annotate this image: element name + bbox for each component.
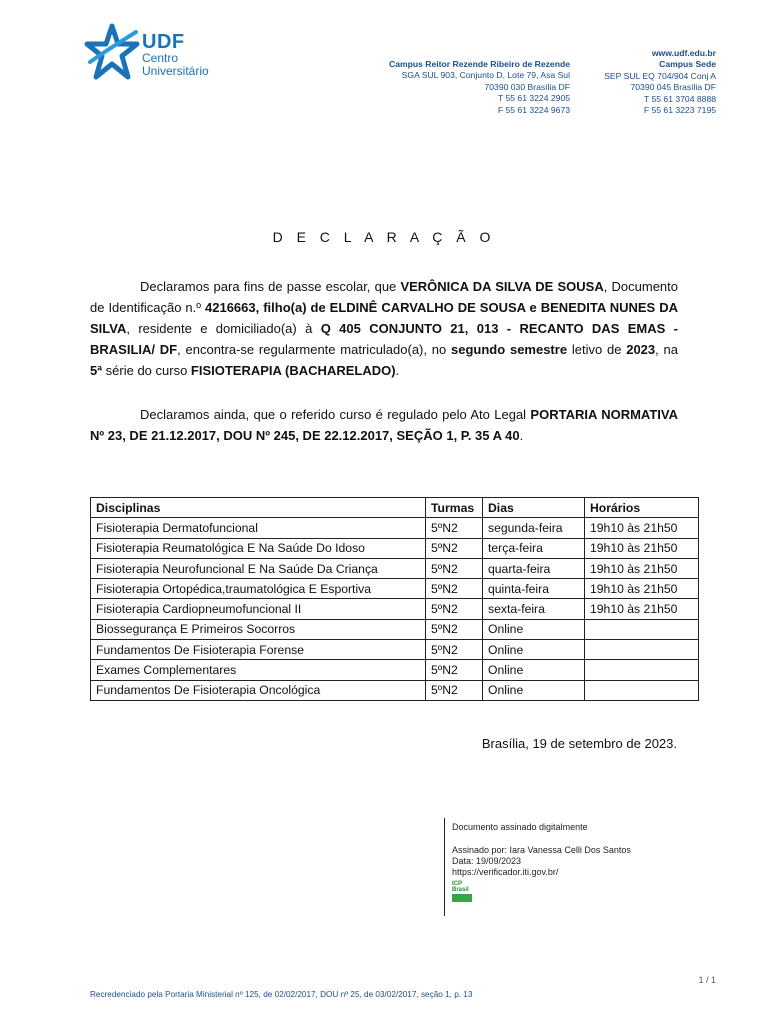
- star-logo-icon: [84, 22, 140, 84]
- cell-turma: 5ºN2: [426, 538, 483, 558]
- footer-accreditation: Recredenciado pela Portaria Ministerial nº 125, de 02/02/2017, DOU nº 25, de 03/02/2017, seção 1, p. 13: [90, 990, 473, 999]
- student-address: Q 405 CONJUNTO 21, 013 - RECANTO DAS EMAS - BRASILIA/ DF: [90, 321, 678, 357]
- digital-signature-block: [444, 818, 684, 916]
- cell-disciplina: Fisioterapia Dermatofuncional: [91, 518, 426, 538]
- cell-horario: [585, 619, 699, 639]
- table-row: [91, 579, 699, 599]
- cell-horario: 19h10 às 21h50: [585, 579, 699, 599]
- cell-horario: 19h10 às 21h50: [585, 518, 699, 538]
- campus2-line2: 70390 045 Brasília DF: [630, 82, 716, 93]
- campus2-address: [604, 48, 716, 116]
- signature-title: Documento assinado digitalmente: [452, 822, 588, 832]
- site-url[interactable]: www.udf.edu.br: [651, 48, 716, 58]
- cell-disciplina: Fisioterapia Reumatológica E Na Saúde Do Idoso: [91, 538, 426, 558]
- campus1-name: Campus Reitor Rezende Ribeiro de Rezende: [389, 59, 570, 69]
- campus2-fax: F 55 61 3223 7195: [643, 105, 716, 116]
- cell-disciplina: Fisioterapia Cardiopneumofuncional II: [91, 599, 426, 619]
- declaration-paragraph-2: Declaramos ainda, que o referido curso é regulado pelo Ato Legal PORTARIA NORMATIVA Nº 23, DE 21.12.2017, DOU Nº 245, DE 22.12.2017, SEÇÃO 1, P. 35 A 40.: [90, 407, 678, 443]
- table-row: [91, 640, 699, 660]
- cell-turma: 5ºN2: [426, 579, 483, 599]
- header-horarios: Horários: [585, 498, 699, 518]
- table-row: [91, 558, 699, 578]
- table-row: [91, 680, 699, 700]
- cell-turma: 5ºN2: [426, 660, 483, 680]
- cell-dia: segunda-feira: [483, 518, 585, 538]
- cell-disciplina: Exames Complementares: [91, 660, 426, 680]
- table-row: [91, 660, 699, 680]
- document-parents: 4216663, filho(a) de ELDINÊ CARVALHO DE SOUSA e BENEDITA NUNES DA SILVA: [90, 300, 678, 336]
- cell-dia: Online: [483, 680, 585, 700]
- logo-line1: Centro: [142, 51, 179, 65]
- semester: segundo semestre: [451, 342, 568, 357]
- campus1-line2: 70390 030 Brasília DF: [484, 81, 570, 92]
- cell-disciplina: Fisioterapia Neurofuncional E Na Saúde Da Criança: [91, 558, 426, 578]
- cell-horario: [585, 660, 699, 680]
- table-row: [91, 518, 699, 538]
- disciplines-table: [90, 497, 699, 701]
- table-header-row: [91, 498, 699, 518]
- campus1-address: [389, 59, 570, 116]
- cell-turma: 5ºN2: [426, 640, 483, 660]
- cell-disciplina: Biossegurança E Primeiros Socorros: [91, 619, 426, 639]
- campus2-line1: SEP SUL EQ 704/904 Conj A: [604, 70, 716, 81]
- verifier-url[interactable]: https://verificador.iti.gov.br/: [452, 867, 559, 877]
- signature-date: Data: 19/09/2023: [452, 856, 522, 866]
- cell-horario: 19h10 às 21h50: [585, 538, 699, 558]
- legal-act: PORTARIA NORMATIVA Nº 23, DE 21.12.2017, DOU Nº 245, DE 22.12.2017, SEÇÃO 1, P. 35 A 40: [90, 407, 678, 443]
- campus2-name: Campus Sede: [659, 59, 716, 70]
- cell-dia: Online: [483, 619, 585, 639]
- student-name: VERÔNICA DA SILVA DE SOUSA: [400, 279, 604, 294]
- table-row: [91, 538, 699, 558]
- declaration-paragraph-1: Declaramos para fins de passe escolar, que VERÔNICA DA SILVA DE SOUSA, Documento de Identificação n.º 4216663, filho(a) de ELDINÊ CARVALHO DE SOUSA e BENEDITA NUNES DA SILVA, residente e domiciliado(a) à Q 405 CONJUNTO 21, 013 - RECANTO DAS EMAS - BRASILIA/ DF, encontra-se regularmente matriculado(a), no segundo semestre letivo de 2023, na 5ª série do curso FISIOTERAPIA (BACHARELADO).: [90, 279, 678, 378]
- course-name: FISIOTERAPIA (BACHARELADO): [190, 363, 396, 378]
- series: 5ª: [90, 363, 103, 378]
- page-number: 1 / 1: [698, 975, 716, 985]
- table-row: [91, 619, 699, 639]
- logo-line2: Universitário: [142, 64, 209, 78]
- signer: Assinado por: Iara Vanessa Celli Dos Santos: [452, 845, 631, 855]
- campus1-fax: F 55 61 3224 9673: [497, 104, 570, 115]
- cell-turma: 5ºN2: [426, 558, 483, 578]
- cell-turma: 5ºN2: [426, 680, 483, 700]
- cell-dia: quinta-feira: [483, 579, 585, 599]
- cell-disciplina: Fundamentos De Fisioterapia Oncológica: [91, 680, 426, 700]
- header-turmas: Turmas: [426, 498, 483, 518]
- cell-turma: 5ºN2: [426, 518, 483, 538]
- place-date: Brasília, 19 de setembro de 2023.: [481, 736, 677, 751]
- cell-horario: [585, 640, 699, 660]
- campus2-phone: T 55 61 3704 8888: [644, 93, 716, 104]
- header-dias: Dias: [483, 498, 585, 518]
- cell-dia: Online: [483, 660, 585, 680]
- table-row: [91, 599, 699, 619]
- header-disciplinas: Disciplinas: [91, 498, 426, 518]
- cell-turma: 5ºN2: [426, 619, 483, 639]
- icp-brasil-seal-icon: ICP Brasil: [452, 881, 472, 903]
- campus1-phone: T 55 61 3224 2905: [498, 93, 570, 104]
- cell-horario: [585, 680, 699, 700]
- campus1-line1: SGA SUL 903, Conjunto D, Lote 79, Asa Sul: [401, 70, 570, 81]
- cell-disciplina: Fundamentos De Fisioterapia Forense: [91, 640, 426, 660]
- cell-dia: sexta-feira: [483, 599, 585, 619]
- logo-text: [142, 32, 209, 78]
- document-title: D E C L A R A Ç Ã O: [272, 229, 496, 245]
- year: 2023: [626, 342, 656, 357]
- cell-dia: Online: [483, 640, 585, 660]
- cell-turma: 5ºN2: [426, 599, 483, 619]
- cell-horario: 19h10 às 21h50: [585, 599, 699, 619]
- udf-logo: [84, 22, 224, 88]
- cell-horario: 19h10 às 21h50: [585, 558, 699, 578]
- cell-dia: quarta-feira: [483, 558, 585, 578]
- cell-disciplina: Fisioterapia Ortopédica,traumatológica E Esportiva: [91, 579, 426, 599]
- cell-dia: terça-feira: [483, 538, 585, 558]
- logo-udf: UDF: [142, 31, 185, 53]
